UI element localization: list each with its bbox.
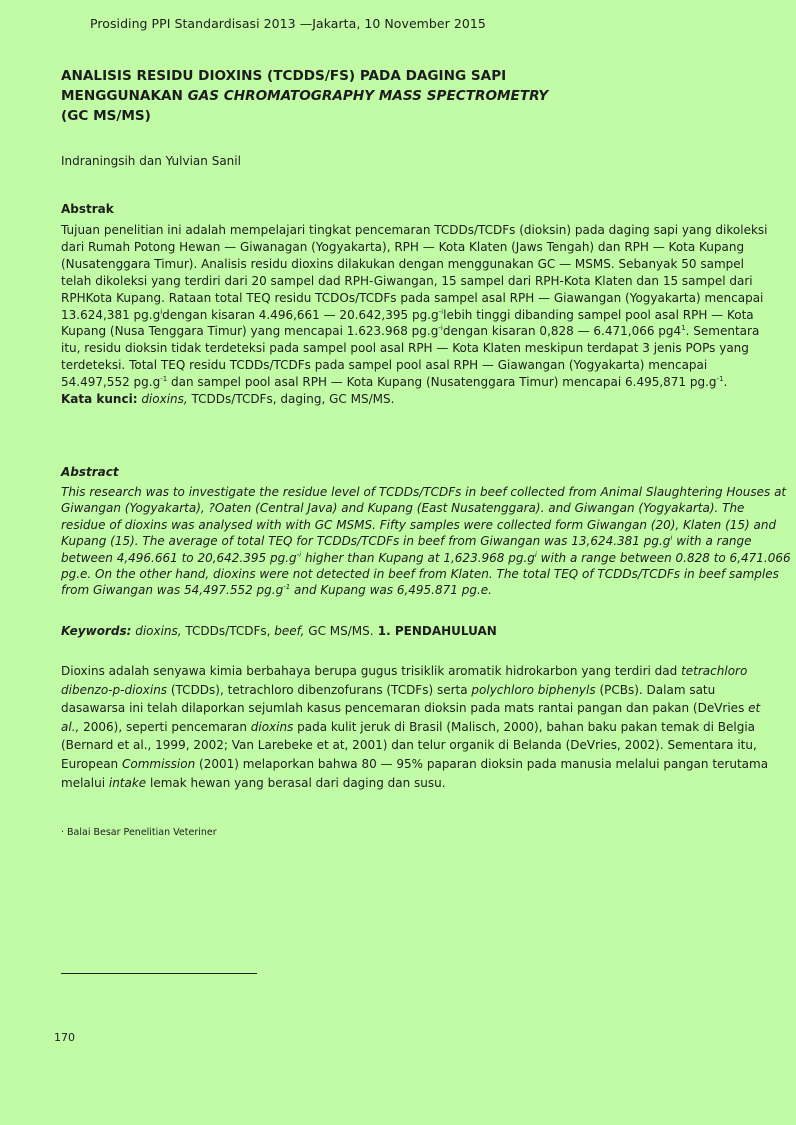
abstract-sup: -i [296,550,302,559]
intro-body [61,662,771,792]
abstrak-text: dengan kisaran 4.496,661 — 20.642,395 pg.g [162,307,439,322]
intro-text: (2001) melaporkan bahwa 80 — 95% paparan dioksin pada manusia melalui pangan terutama melalui [61,756,769,790]
abstrak-sup: i [160,307,163,316]
abstract-sup: i [534,550,537,559]
abstrak-sup: -i [438,307,444,316]
abstract-paragraph [61,484,791,599]
intro-text: pada kulit jeruk di Brasil (Malisch, 2000), bahan baku pakan temak di Belgia (Bernard et al., 1999, 2002; Van Larebeke et at, 2001) dan telur organik di Belanda (DeVries, 2002). Sementara itu, European [61,719,757,771]
title-line-2-italic: GAS CHROMATOGRAPHY MASS SPECTROMETRY [187,88,549,104]
intro-text: (PCBs). Dalam satu dasawarsa ini telah dilaporkan sejumlah kasus pencemaran dioksin pada mats rantai pangan dan pakan (DeVries [61,682,749,716]
abstract-sup: i [670,534,673,543]
intro-italic: dioxins [250,719,294,734]
intro-text: 2006), seperti pencemaran [79,719,251,734]
title-line-3: (GC MS/MS) [61,108,151,124]
abstract-text: higher than Kupang at 1,623.968 pg.g [301,550,535,565]
kata-kunci [61,391,777,408]
abstrak-sup: -1 [716,375,724,384]
kata-kunci-label: Kata kunci: [61,392,138,407]
keyword-italic: beef, [270,624,305,638]
abstrak-heading: Abstrak [61,202,114,216]
authors: Indraningsih dan Yulvian Sanil [61,154,241,168]
keywords-label: Keywords: [61,624,132,638]
footnote-rule [61,973,257,974]
abstrak-text: Tujuan penelitian ini adalah mempelajari tingkat pencemaran TCDDs/TCDFs (dioksin) pada daging sapi yang dikoleksi dari Rumah Potong Hewan — Giwanagan (Yogyakarta), RPH — Kota Klaten (Jaws Tengah) dan RPH — Kota Kupang (Nusatenggara Timur). Analisis residu dioxins dilakukan dengan menggunakan GC — MSMS. Sebanyak 50 sampel telah dikoleksi yang terdiri dari 20 sampel dad RPH-Giwangan, 15 sampel dari RPH-Kota Klaten dan 15 sampel dari RPHKota Kupang. Rataan total TEQ residu TCDOs/TCDFs pada sampel asal RPH — Giawangan (Yogyakarta) mencapai 13.624,381 pg.g [61,223,768,322]
intro-paragraph [61,662,771,792]
abstract-text: with a range between 0.828 to 6,471.066 pg.e. On the other hand, dioxins were not detected in beef from Klaten. The total TEQ of TCDDs/TCDFs in beef samples from Giwangan was 54,497.552 pg.g [61,550,791,598]
keyword-plain: GC MS/MS. [304,624,374,638]
intro-italic: intake [108,775,147,790]
footnote: · Balai Besar Penelitian Veteriner [61,827,217,838]
kata-kunci-italic: dioxins, [137,392,188,407]
abstrak-sup: -i [438,324,443,333]
running-head: Prosiding PPI Standardisasi 2013 —Jakarta, 10 November 2015 [90,16,486,31]
abstrak-text: dengan kisaran 0,828 — 6.471,066 pg4 [442,324,682,339]
abstrak-sup: -1 [160,375,168,384]
intro-text: (TCDDs), tetrachloro dibenzofurans (TCDFs) serta [167,682,472,697]
page-number: 170 [54,1031,75,1044]
abstract-text: and Kupang was 6,495.871 pg.e. [290,583,492,598]
abstrak-text: . [723,375,728,390]
abstract-body [61,484,791,599]
abstrak-paragraph [61,222,777,391]
abstract-sup: -1 [283,583,291,592]
abstrak-body [61,222,777,408]
abstrak-text: lebih tinggi dibanding sampel pool asal RPH — Kota Kupang (Nusa Tenggara Timur) yang mencapai 1.623.968 pg.g [61,307,754,339]
title-line-1: ANALISIS RESIDU DIOXINS (TCDDS/FS) PADA DAGING SAPI [61,68,507,84]
abstrak-sup: 1 [681,324,686,333]
section-heading-pendahuluan: 1. PENDAHULUAN [373,624,497,638]
title-line-2-plain: MENGGUNAKAN [61,88,188,104]
intro-italic: Commission [121,756,196,771]
abstrak-text: . Sementara itu, residu dioksin tidak terdeteksi pada sampel pool asal RPH — Kota Klaten meskipun terdapat 3 jenis POPs yang terdeteksi. Total TEQ residu TCDDs/TCDFs pada sampel pool asal RPH — Giawangan (Yogyakarta) mencapai 54.497,552 pg.g [61,324,760,390]
kata-kunci-rest: TCDDs/TCDFs, daging, GC MS/MS. [187,392,395,407]
intro-italic: et al., [61,701,761,734]
abstrak-text: dan sampel pool asal RPH — Kota Kupang (Nusatenggara Timur) mencapai 6.495,871 pg.g [167,375,717,390]
keyword-plain: TCDDs/TCDFs, [181,624,271,638]
intro-text: lemak hewan yang berasal dari daging dan susu. [146,775,446,790]
abstract-text: with a range between 4,496.661 to 20,642.395 pg.g [61,534,752,565]
paper-title [61,66,741,126]
title-line-2 [61,86,741,106]
abstract-text: This research was to investigate the residue level of TCDDs/TCDFs in beef collected from Animal Slaughtering Houses at Giwangan (Yogyakarta), ?Oaten (Central Java) and Kupang (East Nusatenggara). and Giwangan (Yogyakarta). The residue of dioxins was analysed with with GC MSMS. Fifty samples were collected form Giwangan (20), Klaten (15) and Kupang (15). The average of total TEQ for TCDDs/TCDFs in beef from Giwangan was 13,624.381 pg.g [61,485,787,549]
keywords-line [61,623,497,639]
intro-text: Dioxins adalah senyawa kimia berbahaya berupa gugus trisiklik aromatik hidrokarbon yang terdiri dad [61,664,682,678]
abstract-heading: Abstract [61,465,119,479]
keyword-italic: dioxins, [131,624,182,638]
intro-italic: tetrachloro dibenzo-p-dioxins [61,664,748,697]
intro-italic: polychloro biphenyls [471,682,596,697]
